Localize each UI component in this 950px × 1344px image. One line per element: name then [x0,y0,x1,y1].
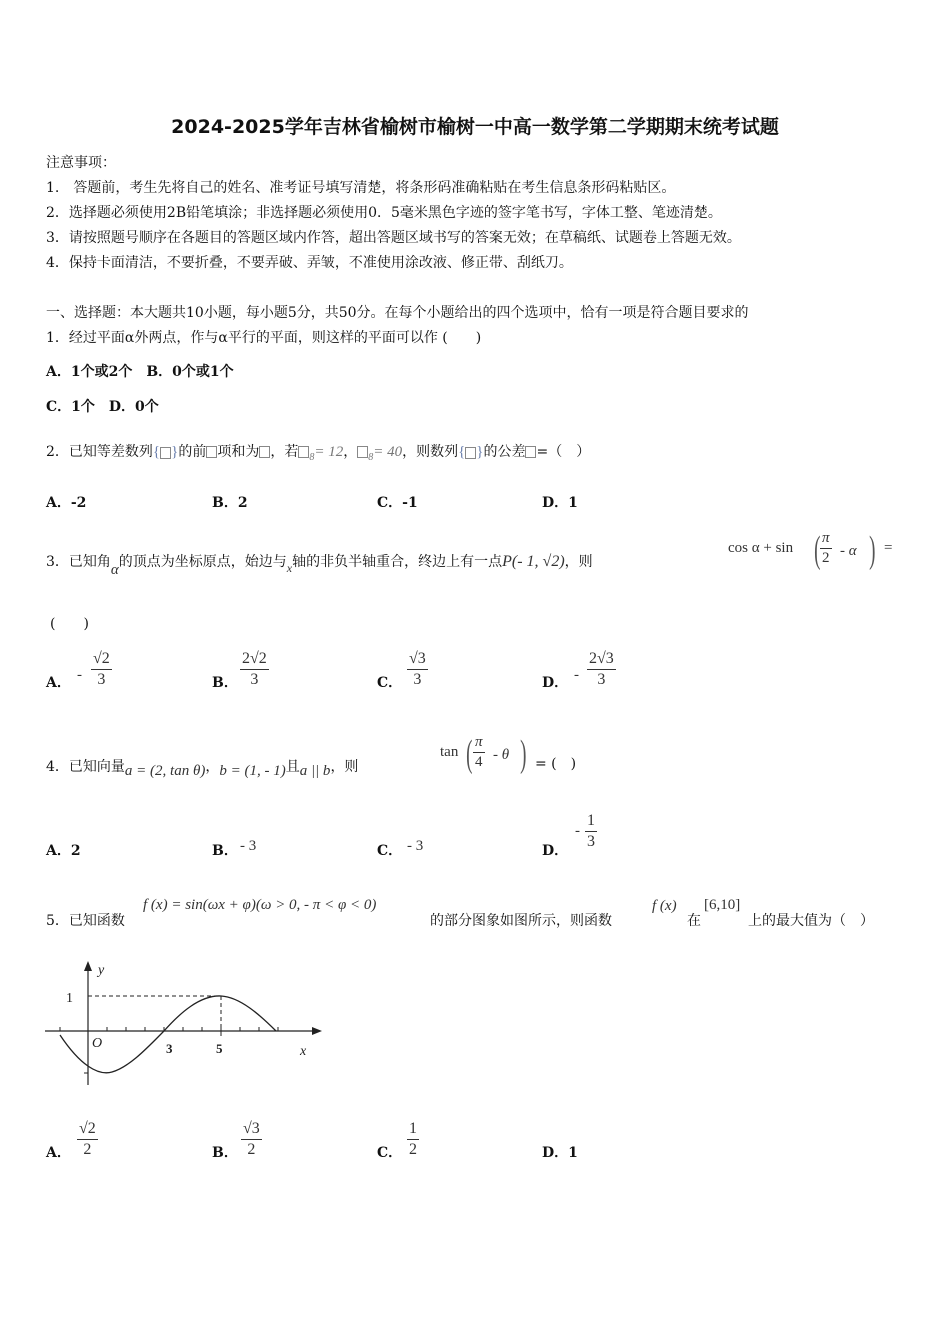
notes-heading: 注意事项： [46,155,116,171]
sequence-brace-icon: { } [152,444,179,460]
y-axis-arrow-icon [84,961,92,971]
left-paren-icon: ( [814,529,821,571]
x-tick-label-3: 3 [166,1041,173,1056]
s-placeholder-icon [357,446,368,458]
q2-option-b[interactable]: B．2 [212,495,248,511]
note-item: 1. 答题前，考生先将自己的姓名、准考证号填写清楚，将条形码准确粘贴在考生信息条形码粘贴区。 [46,180,676,196]
q3-option-b-value: 2√2 3 [242,650,267,688]
q5-option-a-value: √2 2 [79,1120,96,1158]
q5-option-a-label[interactable]: A． [46,1145,71,1161]
n-placeholder-icon [206,446,217,458]
q5-option-b-value: √3 2 [243,1120,260,1158]
q4-option-d[interactable]: D． [542,843,569,859]
q4-option-c[interactable]: C． [377,843,403,859]
q3-option-c-value: √3 3 [409,650,426,688]
q3-option-b-label[interactable]: B． [212,675,238,691]
q2-option-c[interactable]: C．-1 [377,495,418,511]
sine-curve [60,996,276,1073]
q4-stem: 4．已知向量a = (2, tan θ)，b = (1, - 1)且a || b，则 [46,759,359,779]
right-paren-icon: ) [520,733,527,775]
q3-option-d-value: 2√3 3 [589,650,614,688]
x-tick-label-5: 5 [216,1041,223,1056]
q3-expression: cos α + sin [728,540,794,556]
left-paren-icon: ( [466,733,473,775]
note-item: 2．选择题必须使用2B铅笔填涂；非选择题必须使用0．5毫米黑色字迹的签字笔书写，字体工整、笔迹清楚。 [46,205,722,221]
q3-option-a-value: √2 3 [93,650,110,688]
q3-number: 3．已知角 [46,554,111,570]
q1-options-line2: C．1个 D．0个 [46,399,159,415]
note-item: 3．请按照题号顺序在各题目的答题区域内作答，超出答题区域书写的答案无效；在草稿纸、试题卷上答题无效。 [46,230,741,246]
sequence-brace-icon: { } [458,444,484,460]
q1-options-line1: A．1个或2个 B．0个或1个 [46,364,234,380]
sine-graph-figure [40,955,325,1090]
sn-placeholder-icon [259,446,270,458]
q5-number: 5．已知函数 [46,913,125,929]
right-paren-icon: ) [869,529,876,571]
q5-option-d[interactable]: D．1 [542,1145,578,1161]
q4-expression: tan [440,744,459,760]
d-placeholder-icon [525,446,536,458]
q4-number: 4．已知向量 [46,759,125,775]
q2-option-a[interactable]: A．-2 [46,495,87,511]
y-tick-label-1: 1 [66,991,73,1006]
q4-option-d-value: 1 3 [587,812,595,850]
note-item: 4．保持卡面清洁，不要折叠，不要弄破、弄皱，不准使用涂改液、修正带、刮纸刀。 [46,255,573,271]
page-title: 2024-2025学年吉林省榆树市榆树一中高一数学第二学期期末统考试题 [171,116,779,138]
q5-function: f (x) = sin(ωx + φ)(ω > 0, - π < φ < 0) [143,897,377,913]
q4-inner-fraction: π 4 [475,734,483,770]
q2-option-d[interactable]: D．1 [542,495,578,511]
x-axis-arrow-icon [312,1027,322,1035]
q3-option-d-label[interactable]: D． [542,675,569,691]
q3-option-c-label[interactable]: C． [377,675,403,691]
x-axis-label: x [300,1044,307,1059]
y-axis-label: y [98,963,105,978]
q3-stem: 3．已知角α的顶点为坐标原点，始边与x轴的非负半轴重合，终边上有一点P(- 1, √2)，则 [46,553,593,578]
s-placeholder-icon [298,446,309,458]
q5-option-c-label[interactable]: C． [377,1145,403,1161]
q3-inner-fraction: π 2 [822,530,830,566]
q2-number: 2．已知等差数列 [46,444,153,460]
q5-option-b-label[interactable]: B． [212,1145,238,1161]
section-heading: 一、选择题：本大题共10小题，每小题5分，共50分。在每个小题给出的四个选项中，恰有一项是符合题目要求的 [46,305,749,321]
q3-answer-blank: ( ) [50,616,89,632]
q4-option-a[interactable]: A．2 [46,843,81,859]
q1-stem: 1．经过平面α外两点，作与α平行的平面，则这样的平面可以作 ( ) [46,330,482,346]
q2-stem: 2．已知等差数列{ }的前 项和为 ，若 $_8$= 12， $_8$= 40，则数列{ }的公差 =（ ） [46,444,591,463]
q3-option-a-label[interactable]: A． [46,675,71,691]
q5-option-c-value: 1 2 [409,1120,417,1158]
origin-label: O [92,1036,103,1051]
q4-option-b[interactable]: B． [212,843,238,859]
